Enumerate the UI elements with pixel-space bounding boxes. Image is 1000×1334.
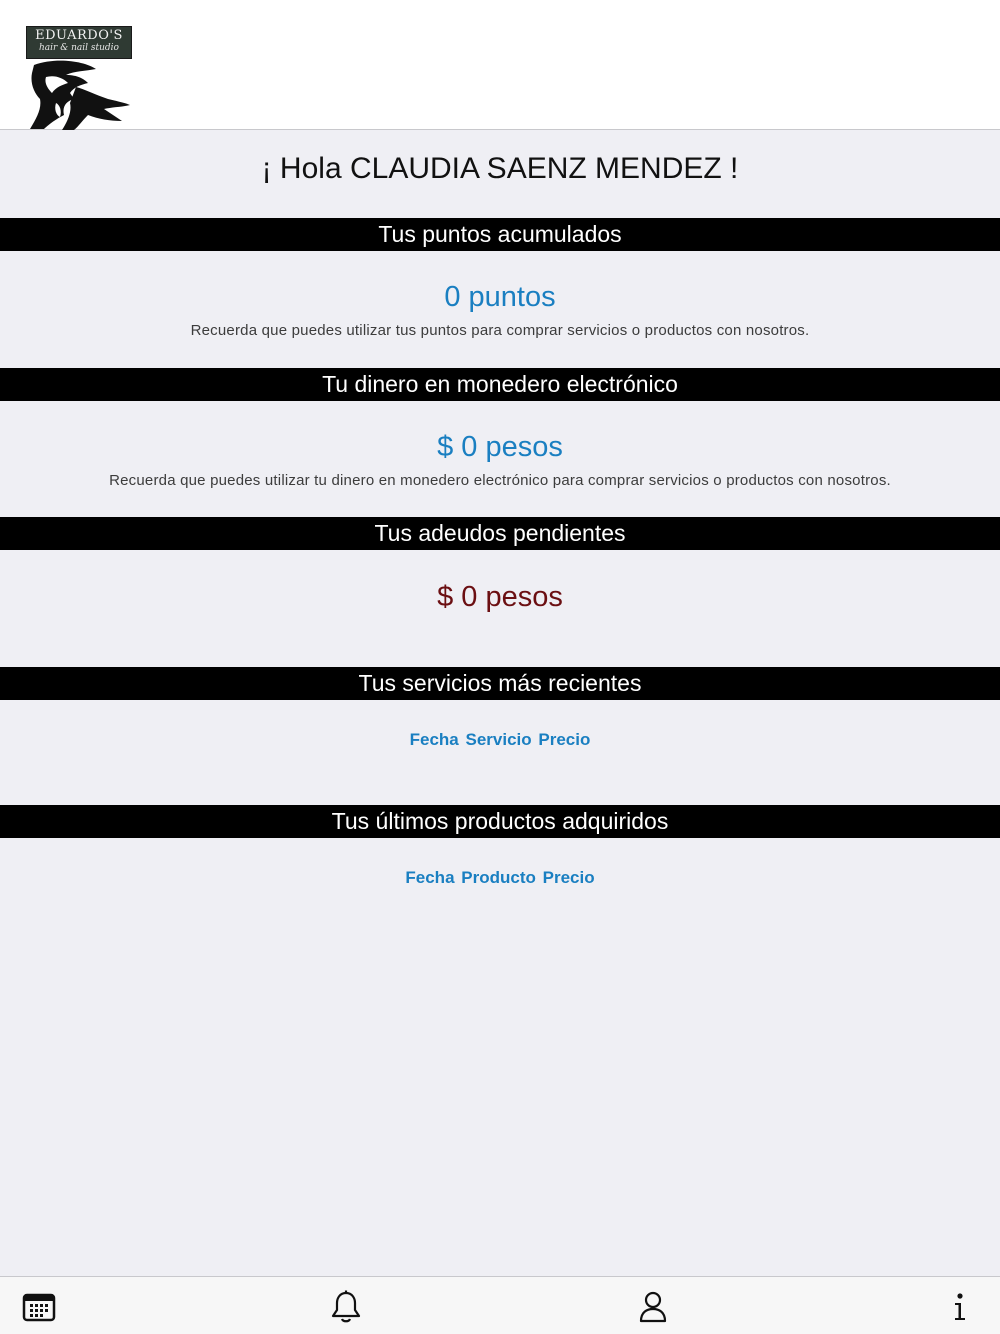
app-header — [0, 0, 1000, 130]
info-tab[interactable] — [940, 1287, 980, 1327]
user-icon — [638, 1290, 668, 1324]
products-col-price: Precio — [542, 868, 595, 887]
products-col-date: Fecha — [405, 868, 455, 887]
greeting-title: ¡ Hola CLAUDIA SAENZ MENDEZ ! — [261, 152, 739, 185]
products-table-header — [0, 868, 1000, 888]
brand-logo — [26, 26, 132, 130]
logo-profile-art — [26, 59, 132, 130]
wallet-value: $ 0 pesos — [437, 431, 563, 463]
bottom-tab-bar — [0, 1276, 1000, 1334]
profile-tab[interactable] — [633, 1287, 673, 1327]
points-note: Recuerda que puedes utilizar tus puntos para comprar servicios o productos con nosotros. — [190, 322, 810, 339]
calendar-icon — [22, 1292, 56, 1322]
services-col-price: Precio — [538, 730, 591, 749]
wallet-note: Recuerda que puedes utilizar tu dinero en monedero electrónico para comprar servicios o productos con nosotros. — [109, 472, 891, 489]
services-table-header — [0, 730, 1000, 750]
services-col-service: Servicio — [465, 730, 532, 749]
info-icon — [950, 1292, 970, 1322]
logo-name: EDUARDO'S — [35, 28, 123, 43]
services-col-date: Fecha — [409, 730, 459, 749]
points-value: 0 puntos — [444, 281, 556, 313]
calendar-tab[interactable] — [19, 1287, 59, 1327]
logo-tagline: hair & nail studio — [39, 43, 119, 53]
products-col-product: Producto — [461, 868, 536, 887]
logo-plate — [26, 26, 132, 59]
debts-section-header: Tus adeudos pendientes — [0, 517, 1000, 550]
notifications-tab[interactable] — [326, 1287, 366, 1327]
wallet-section-header: Tu dinero en monedero electrónico — [0, 368, 1000, 401]
products-section-header: Tus últimos productos adquiridos — [0, 805, 1000, 838]
services-section-header: Tus servicios más recientes — [0, 667, 1000, 700]
bell-icon — [330, 1290, 362, 1324]
points-section-header: Tus puntos acumulados — [0, 218, 1000, 251]
debts-value: $ 0 pesos — [437, 581, 563, 613]
